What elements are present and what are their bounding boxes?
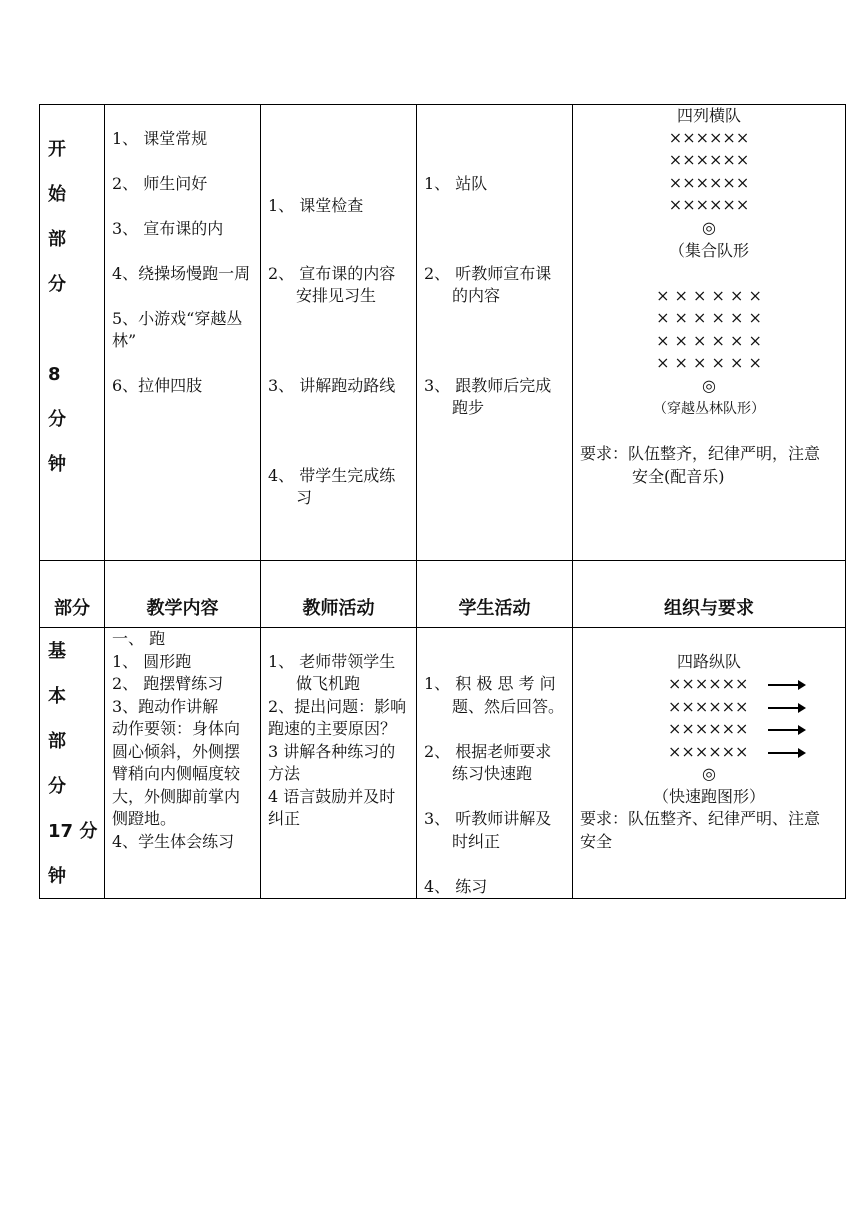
list-item: 做飞机跑 [296, 674, 361, 693]
list-item: 1、 老师带领学生 [268, 652, 396, 671]
list-item: 1、 站队 [424, 174, 488, 193]
formation-caption: （快速跑图形） [652, 787, 765, 806]
teacher-position-mark: ◎ [702, 764, 716, 783]
arrow-right-icon [768, 707, 804, 709]
list-item: 2、 跑摆臂练习 [112, 674, 224, 693]
list-item: 5、小游戏“穿越丛 [112, 309, 243, 328]
list-item: 3、跑动作讲解 [112, 697, 219, 716]
table-col-divider-3 [416, 104, 417, 899]
list-item: 跑速的主要原因？ [268, 719, 397, 738]
list-item: 4、 练习 [424, 877, 488, 896]
arrow-right-icon [768, 729, 804, 731]
list-item: 4、绕操场慢跑一周 [112, 264, 251, 283]
list-item: 2、 宣布课的内容 [268, 264, 396, 283]
list-item: 3、 宣布课的内 [112, 219, 224, 238]
teacher-position-mark: ◎ [702, 218, 716, 237]
formation-row: ×××××× [668, 173, 750, 192]
list-item: 4、学生体会练习 [112, 832, 235, 851]
list-item: 的内容 [452, 286, 501, 305]
part-char: 本 [48, 686, 66, 707]
part-char: 部 [48, 229, 66, 250]
header-content: 教学内容 [146, 598, 219, 619]
header-part: 部分 [54, 598, 90, 619]
teacher-position-mark: ◎ [702, 376, 716, 395]
formation-row: ×××××× [668, 697, 749, 716]
formation-row: × × × × × × [656, 331, 762, 350]
formation-caption: （穿越丛林队形） [653, 401, 765, 417]
arrow-right-icon [768, 752, 804, 754]
part-char: 分 [48, 776, 66, 797]
list-item: 动作要领：身体向 [112, 719, 241, 738]
header-org: 组织与要求 [664, 598, 754, 619]
formation-row: ×××××× [668, 674, 749, 693]
list-item: 2、提出问题：影响 [268, 697, 407, 716]
list-item: 2、 师生问好 [112, 174, 208, 193]
list-item: 2、 根据老师要求 [424, 742, 552, 761]
part-duration: 8 [48, 364, 61, 385]
header-teacher: 教师活动 [302, 598, 375, 619]
list-item: 3、 听教师讲解及 [424, 809, 552, 828]
formation-row: ×××××× [668, 742, 749, 761]
list-item: 练习快速跑 [452, 764, 533, 783]
formation-row: ×××××× [668, 719, 749, 738]
table-col-divider-1 [104, 104, 105, 899]
list-item: 臂稍向内侧幅度较 [112, 764, 241, 783]
list-item: 习 [296, 488, 313, 507]
part-char: 分 [48, 274, 66, 295]
table-border-header-top [39, 560, 846, 561]
list-item: 方法 [268, 764, 301, 783]
list-item: 4 语言鼓励并及时 [268, 787, 396, 806]
formation-title: 四路纵队 [676, 652, 741, 671]
table-col-divider-2 [260, 104, 261, 899]
list-item: 3、 跟教师后完成 [424, 376, 552, 395]
list-item: 一、 跑 [112, 629, 166, 648]
requirement-text: 安全(配音乐) [632, 467, 725, 486]
list-item: 纠正 [268, 809, 301, 828]
table-border-bottom [39, 898, 846, 899]
part-char: 开 [48, 139, 66, 160]
requirement-text: 安全 [580, 832, 613, 851]
formation-row: ×××××× [668, 150, 750, 169]
formation-row: ×××××× [668, 195, 750, 214]
list-item: 1、 积 极 思 考 问 [424, 674, 556, 693]
formation-caption: （集合队形 [668, 241, 749, 260]
requirement-text: 要求：队伍整齐、纪律严明、注意 [580, 809, 821, 828]
list-item: 侧蹬地。 [112, 809, 177, 828]
list-item: 2、 听教师宣布课 [424, 264, 552, 283]
requirement-text: 要求：队伍整齐，纪律严明，注意 [580, 444, 821, 463]
formation-row: × × × × × × [656, 286, 762, 305]
table-border-right [845, 104, 846, 899]
list-item: 圆心倾斜，外侧摆 [112, 742, 241, 761]
part-char: 分 [48, 409, 66, 430]
formation-title: 四列横队 [676, 106, 741, 125]
table-border-left [39, 104, 40, 899]
list-item: 1、 课堂常规 [112, 129, 208, 148]
formation-row: ×××××× [668, 128, 750, 147]
formation-row: × × × × × × [656, 308, 762, 327]
list-item: 1、 圆形跑 [112, 652, 192, 671]
part-char: 部 [48, 731, 66, 752]
part-char: 始 [48, 184, 66, 205]
header-student: 学生活动 [458, 598, 531, 619]
list-item: 安排见习生 [296, 286, 377, 305]
formation-row: × × × × × × [656, 353, 762, 372]
list-item: 4、 带学生完成练 [268, 466, 396, 485]
part-char: 钟 [48, 454, 66, 475]
arrow-right-icon [768, 684, 804, 686]
part-char: 基 [48, 641, 66, 662]
list-item: 6、拉伸四肢 [112, 376, 203, 395]
list-item: 大，外侧脚前掌内 [112, 787, 241, 806]
list-item: 3、 讲解跑动路线 [268, 376, 396, 395]
list-item: 林” [112, 331, 137, 350]
part-char: 钟 [48, 866, 66, 887]
list-item: 1、 课堂检查 [268, 196, 364, 215]
list-item: 3 讲解各种练习的 [268, 742, 396, 761]
list-item: 时纠正 [452, 832, 501, 851]
part-duration: 17 分 [48, 821, 98, 842]
list-item: 题、然后回答。 [452, 697, 565, 716]
list-item: 跑步 [452, 398, 485, 417]
